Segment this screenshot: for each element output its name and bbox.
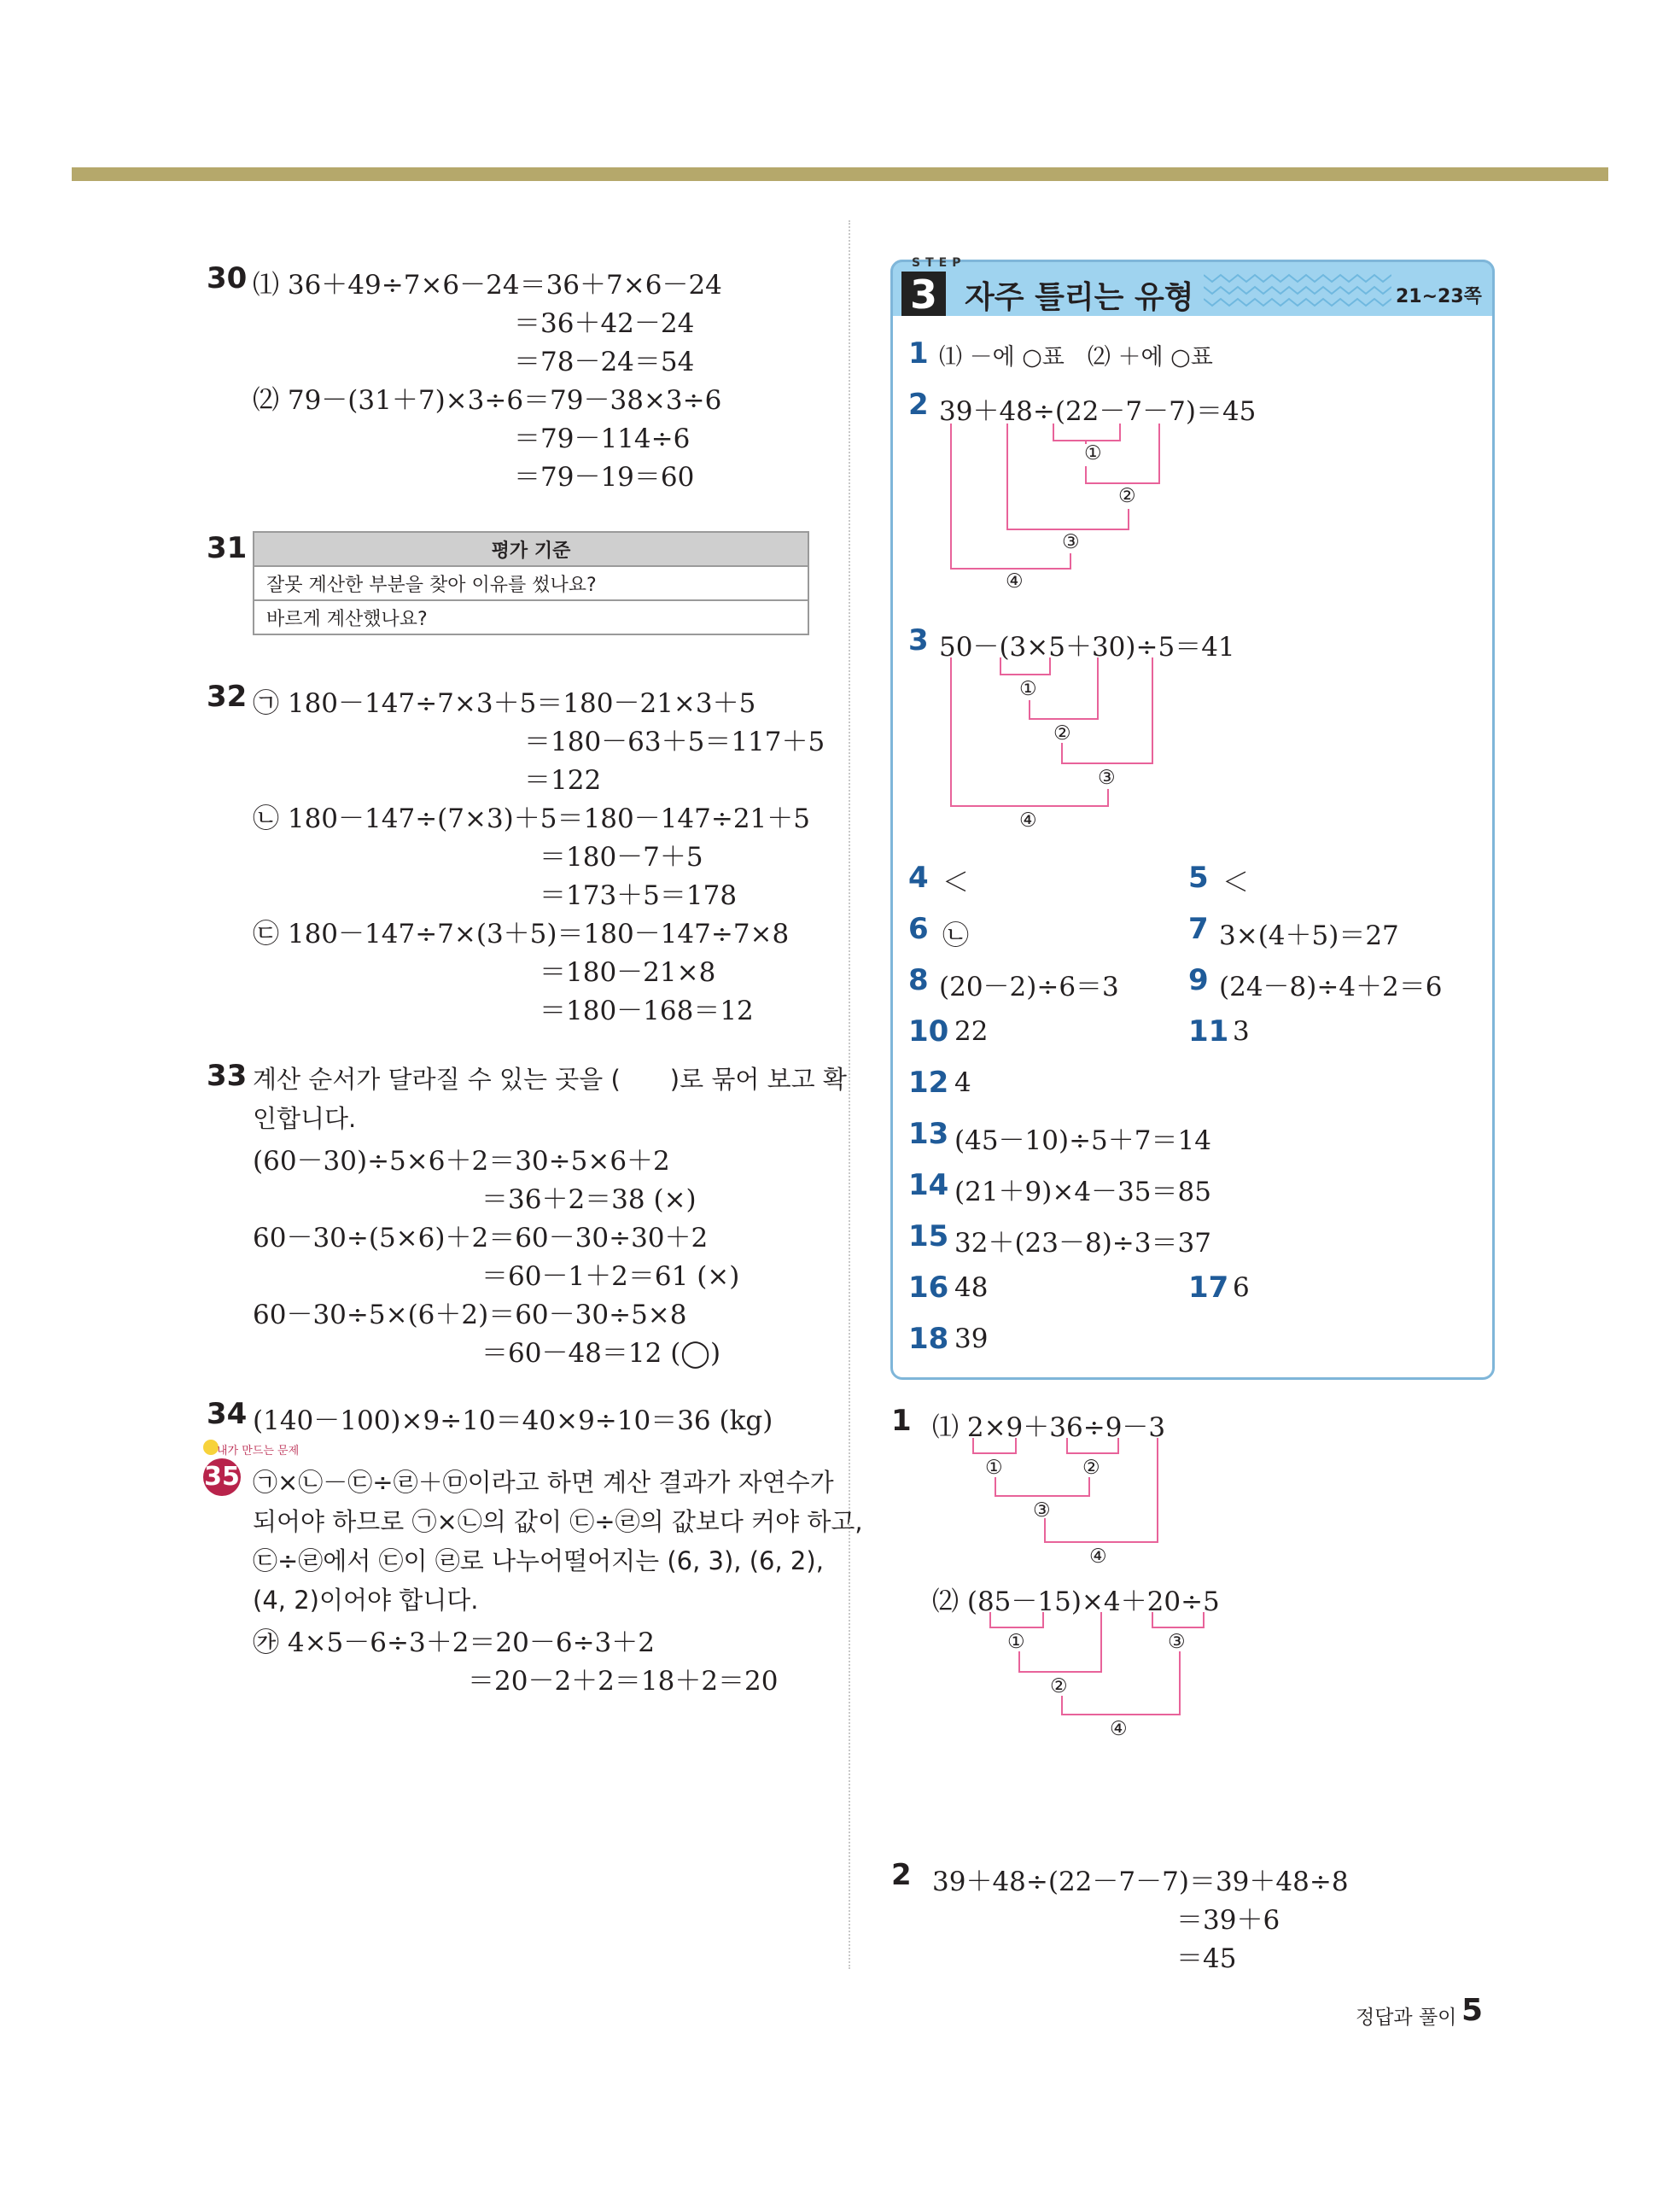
order-mark: ③ [1062,531,1080,553]
solution-line: ＝173＋5＝178 [540,880,738,911]
answer-number: 1 [908,336,929,371]
problem-number: 1 [891,1404,912,1438]
answer-expression: 50－(3×5＋30)÷5＝41 [939,632,1235,663]
order-mark: ④ [1110,1718,1128,1740]
step-label: STEP [912,256,966,270]
order-mark: ① [985,1457,1003,1479]
answer-text: (24－8)÷4＋2＝6 [1219,972,1443,1002]
answer-number: 17 [1188,1271,1229,1305]
order-mark: ④ [1089,1545,1107,1568]
answer-text: ＜ [1222,868,1249,898]
answer-text: 22 [954,1016,989,1047]
problem-number-badge: 35 [203,1458,241,1496]
solution-line: ＝60－48＝12 (◯) [481,1338,721,1369]
solution-line: ＝180－7＋5 [540,842,703,873]
answer-text: 32＋(23－8)÷3＝37 [954,1228,1211,1259]
problem-number: 2 [891,1858,912,1892]
solution-line: ＝36＋2＝38 (×) [481,1184,697,1215]
answer-number: 5 [1188,861,1209,895]
answer-number: 10 [908,1014,949,1049]
explanation-text: 되어야 하므로 ㉠×㉡의 값이 ㉢÷㉣의 값보다 커야 하고, [253,1507,863,1536]
explanation-text: ㉠×㉡－㉢÷㉣＋㉤이라고 하면 계산 결과가 자연수가 [253,1468,834,1497]
expression-line: ⑵ (85－15)×4＋20÷5 [932,1586,1220,1617]
solution-line: ＝39＋6 [1176,1905,1280,1936]
solution-line: ⑵ 79－(31＋7)×3÷6＝79－38×3÷6 [253,385,722,416]
answer-text: ＜ [942,868,969,898]
solution-line: (140－100)×9÷10＝40×9÷10＝36 (kg) [253,1405,773,1436]
answer-text: 3×(4＋5)＝27 [1219,920,1399,951]
order-mark: ③ [1168,1631,1186,1653]
explanation-text: 인합니다. [253,1104,357,1133]
solution-line: 60－30÷(5×6)＋2＝60－30÷30＋2 [253,1223,709,1253]
table-row: 바르게 계산했나요? [254,600,808,634]
step-title: 자주 틀리는 유형 [965,280,1194,315]
order-mark: ② [1050,1675,1068,1697]
step-number: 3 [901,272,946,316]
answer-number: 14 [908,1168,949,1202]
solution-line: ＝79－19＝60 [514,462,695,493]
table-row: 잘못 계산한 부분을 찾아 이유를 썼나요? [254,566,808,600]
order-mark: ① [1007,1631,1025,1653]
solution-line: ㉢ 180－147÷7×(3＋5)＝180－147÷7×8 [253,919,790,949]
solution-line: ㉡ 180－147÷(7×3)＋5＝180－147÷21＋5 [253,803,810,834]
answer-text: 48 [954,1272,989,1303]
problem-number: 32 [207,680,248,714]
solution-line: 39＋48÷(22－7－7)＝39＋48÷8 [932,1867,1349,1897]
answer-number: 7 [1188,912,1209,946]
solution-line: ＝79－114÷6 [514,424,691,454]
solution-line: ＝122 [524,765,602,796]
solution-line: ＝180－63＋5＝117＋5 [524,727,825,757]
my-problem-label: 내가 만드는 문제 [217,1445,300,1458]
solution-line: (60－30)÷5×6＋2＝30÷5×6＋2 [253,1146,670,1177]
solution-line: ＝60－1＋2＝61 (×) [481,1261,740,1292]
solution-line: ＝36＋42－24 [514,308,695,339]
problem-number: 34 [207,1397,248,1431]
answer-expression: 39＋48÷(22－7－7)＝45 [939,396,1257,427]
problem-number: 33 [207,1059,248,1093]
answer-text: (20－2)÷6＝3 [939,972,1119,1002]
solution-line: ㉮ 4×5－6÷3＋2＝20－6÷3＋2 [253,1627,656,1658]
explanation-text: 계산 순서가 달라질 수 있는 곳을 ( )로 묶어 보고 확 [253,1065,847,1094]
answer-number: 4 [908,861,929,895]
table-header: 평가 기준 [254,532,808,566]
answer-text: 4 [954,1067,971,1098]
explanation-text: (4, 2)이어야 합니다. [253,1586,479,1615]
order-mark: ③ [1098,767,1116,789]
answer-text: 3 [1233,1016,1250,1047]
problem-number: 31 [207,531,248,565]
order-mark: ④ [1006,570,1024,593]
answer-number: 15 [908,1219,949,1253]
answer-number: 13 [908,1117,949,1151]
order-mark: ① [1084,442,1102,464]
answer-text: (21＋9)×4－35＝85 [954,1177,1211,1207]
answer-number: 8 [908,963,929,997]
order-mark: ② [1118,485,1136,507]
solution-line: 60－30÷5×(6＋2)＝60－30÷5×8 [253,1300,687,1330]
explanation-text: ㉢÷㉣에서 ㉢이 ㉣로 나누어떨어지는 (6, 3), (6, 2), [253,1546,824,1575]
order-mark: ② [1082,1457,1100,1479]
answer-number: 12 [908,1066,949,1100]
answer-number: 18 [908,1322,949,1356]
order-mark: ④ [1019,809,1037,832]
footer-label: 정답과 풀이 [1356,2007,1457,2029]
solution-line: ＝180－21×8 [540,957,716,988]
solution-line: ＝20－2＋2＝18＋2＝20 [468,1666,779,1697]
answer-text: (45－10)÷5＋7＝14 [954,1125,1211,1156]
problem-number: 30 [207,261,248,295]
answer-number: 3 [908,623,929,657]
answer-number: 16 [908,1271,949,1305]
answer-number: 2 [908,388,929,422]
solution-line: ＝45 [1176,1943,1237,1974]
answer-number: 9 [1188,963,1209,997]
answer-text: 39 [954,1323,989,1354]
answer-text: ㉡ [942,920,969,951]
answer-text: ⑴ －에 ○표 ⑵ ＋에 ○표 [939,344,1213,371]
solution-line: ＝180－168＝12 [540,996,754,1026]
answer-text: 6 [1233,1272,1250,1303]
answer-number: 6 [908,912,929,946]
order-mark: ② [1053,722,1071,745]
solution-line: ㉠ 180－147÷7×3＋5＝180－21×3＋5 [253,688,756,719]
answer-number: 11 [1188,1014,1229,1049]
order-mark: ③ [1033,1499,1051,1522]
step-page-range: 21~23쪽 [1396,286,1482,307]
solution-line: ⑴ 36＋49÷7×6－24＝36＋7×6－24 [253,270,722,301]
page-number: 5 [1461,1993,1484,2028]
solution-line: ＝78－24＝54 [514,347,695,377]
expression-line: ⑴ 2×9＋36÷9－3 [932,1412,1166,1443]
order-mark: ① [1019,678,1037,700]
